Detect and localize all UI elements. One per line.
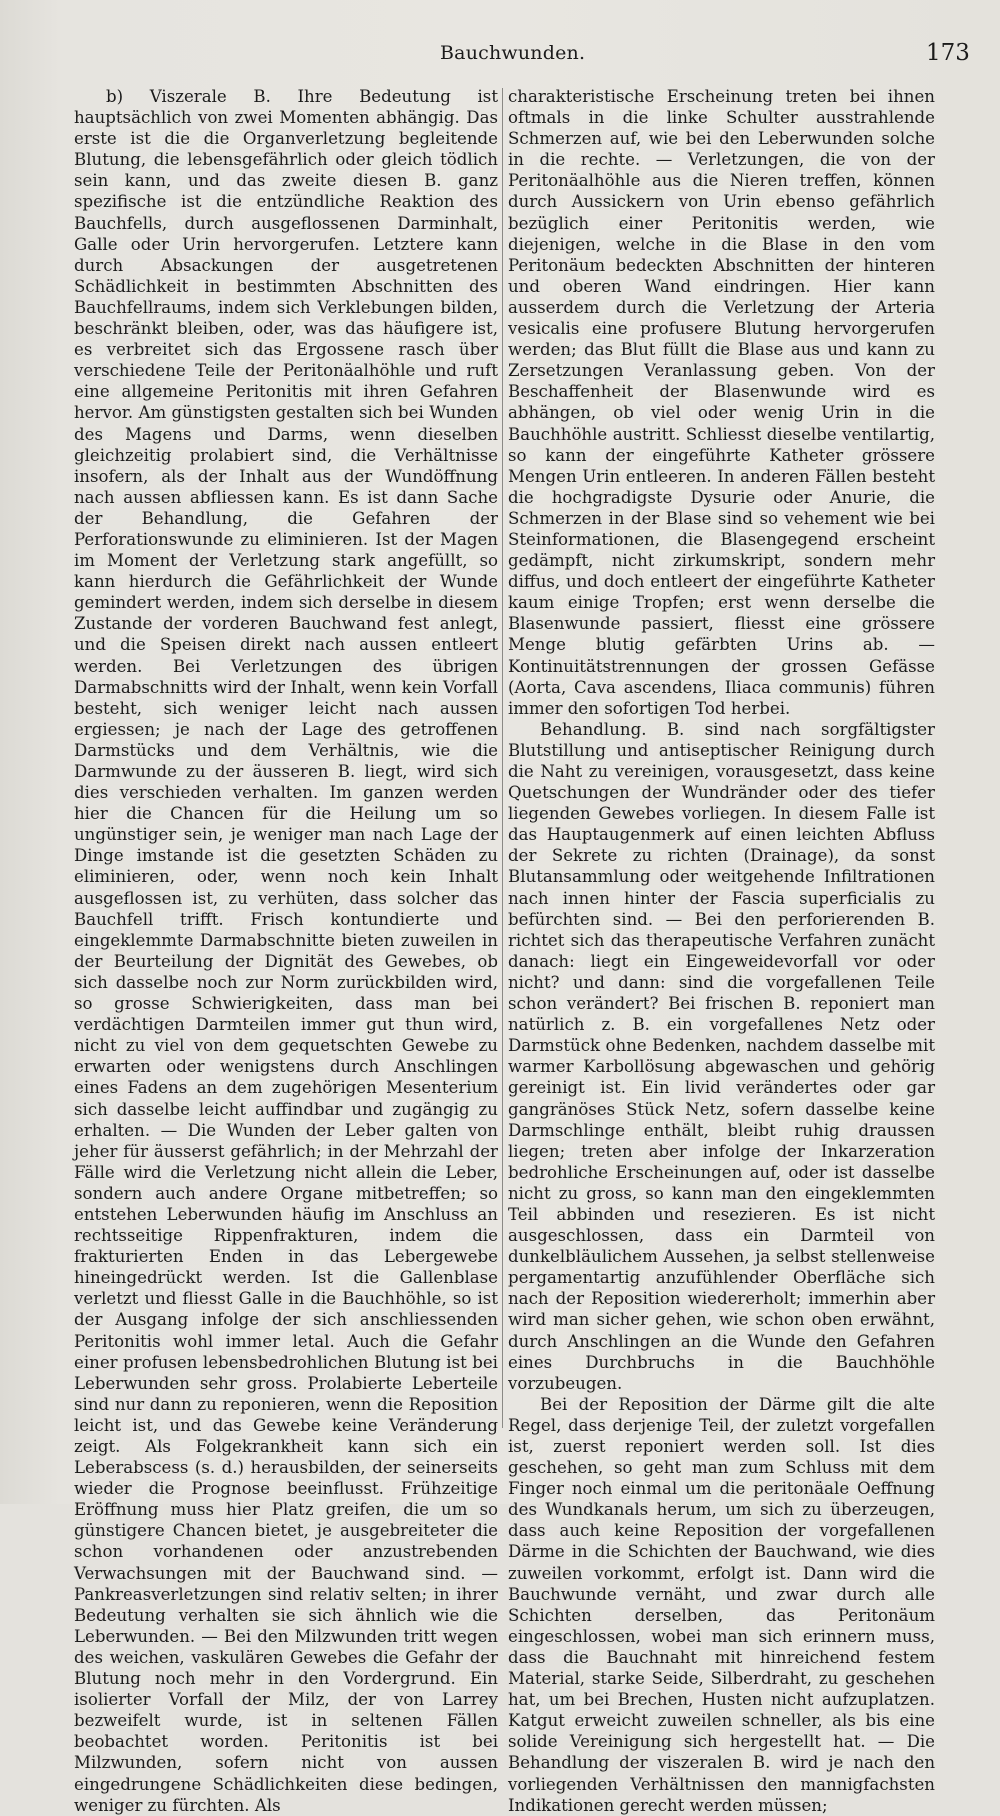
page-number: 173 [926, 40, 970, 66]
left-column-text: b) Viszerale B. Ihre Bedeutung ist hauptsächlich von zwei Momenten abhängig. Das erste ist die die Organverletzung begleitende Blutung, die lebensgefährlich oder gleich tödlich sein kann, und das zweite diesen B. ganz spezifische ist die entzündliche Reaktion des Bauchfells, durch ausgeflossenen Darminhalt, Galle oder Urin hervorgerufen. Letztere kann durch Absackungen der ausgetretenen Schädlichkeit in bestimmten Abschnitten des Bauchfellraums, indem sich Verklebungen bilden, beschränkt bleiben, oder, was das häufigere ist, es verbreitet sich das Ergossene rasch über verschiedene Teile der Peritonäalhöhle und ruft eine allgemeine Peritonitis mit ihren Gefahren hervor. Am günstigsten gestalten sich bei Wunden des Magens und Darms, wenn dieselben gleichzeitig prolabiert sind, die Verhältnisse insofern, als der Inhalt aus der Wundöffnung nach aussen abfliessen kann. Es ist dann Sache der Behandlung, die Gefahren der Perforationswunde zu eliminieren. Ist der Magen im Moment der Verletzung stark angefüllt, so kann hierdurch die Gefährlichkeit der Wunde gemindert werden, indem sich derselbe in diesem Zustande der vorderen Bauchwand fest anlegt, und die Speisen direkt nach aussen entleert werden. Bei Verletzungen des übrigen Darmabschnitts wird der Inhalt, wenn kein Vorfall besteht, sich weniger leicht nach aussen ergiessen; je nach der Lage des getroffenen Darmstücks und dem Verhältnis, wie die Darmwunde zu der äusseren B. liegt, wird sich dies verschieden verhalten. Im ganzen werden hier die Chancen für die Heilung um so ungünstiger sein, je weniger man nach Lage der Dinge imstande ist die gesetzten Schäden zu eliminieren, oder, wenn noch kein Inhalt ausgeflossen ist, zu verhüten, dass solcher das Bauchfell trifft. Frisch kontundierte und eingeklemmte Darmabschnitte bieten zuweilen in der Beurteilung der Dignität des Gewebes, ob sich dasselbe noch zur Norm zurückbilden wird, so grosse Schwierigkeiten, dass man bei verdächtigen Darmteilen immer gut thun wird, nicht zu viel von dem gequetschten Gewebe zu erwarten oder wenigstens durch Anschlingen eines Fadens an dem zugehörigen Mesenterium sich dasselbe leicht auffindbar und zugängig zu erhalten. — Die Wunden der Leber galten von jeher für äusserst gefährlich; in der Mehrzahl der Fälle wird die Verletzung nicht allein die Leber, sondern auch andere Organe mitbetreffen; so entstehen Leberwunden häufig im Anschluss an rechtsseitige Rippenfrakturen, indem die frakturierten Enden in das Lebergewebe hineingedrückt werden. Ist die Gallenblase verletzt und fliesst Galle in die Bauchhöhle, so ist der Ausgang infolge der sich anschliessenden Peritonitis wohl immer letal. Auch die Gefahr einer profusen lebensbedrohlichen Blutung ist bei Leberwunden sehr gross. Prolabierte Leberteile sind nur dann zu reponieren, wenn die Reposition leicht ist, und das Gewebe keine Veränderung zeigt. Als Folgekrankheit kann sich ein Leberabscess (s. d.) herausbilden, der seinerseits wieder die Prognose beeinflusst. Frühzeitige Eröffnung muss hier Platz greifen, die um so günstigere Chancen bietet, je ausgebreiteter die schon vorhandenen oder anzustrebenden Verwachsungen mit der Bauchwand sind. — Pankreasverletzungen sind relativ selten; in ihrer Bedeutung verhalten sie sich ähnlich wie die Leberwunden. — Bei den Milzwunden tritt wegen des weichen, vaskulären Gewebes die Gefahr der Blutung noch mehr in den Vordergrund. Ein isolierter Vorfall der Milz, der von Larrey bezweifelt wurde, ist in seltenen Fällen beobachtet worden. Peritonitis ist bei Milzwunden, sofern nicht von aussen eingedrungene Schädlichkeiten diese bedingen, weniger zu fürchten. Als [74, 87, 498, 1815]
right-paragraph-1: charakteristische Erscheinung treten bei ihnen oftmals in die linke Schulter ausstrahlende Schmerzen auf, wie bei den Leberwunden solche in die rechte. — Verletzungen, die von der Peritonäalhöhle aus die Nieren treffen, können durch Aussickern von Urin ebenso gefährlich bezüglich einer Peritonitis werden, wie diejenigen, welche in die Blase in den vom Peritonäum bedeckten Abschnitten der hinteren und oberen Wand eindringen. Hier kann ausserdem durch die Verletzung der Arteria vesicalis eine profusere Blutung hervorgerufen werden; das Blut füllt die Blase aus und kann zu Zersetzungen Veranlassung geben. Von der Beschaffenheit der Blasenwunde wird es abhängen, ob viel oder wenig Urin in die Bauchhöhle austritt. Schliesst dieselbe ventilartig, so kann der eingeführte Katheter grössere Mengen Urin entleeren. In anderen Fällen besteht die hochgradigste Dysurie oder Anurie, die Schmerzen in der Blase sind so vehement wie bei Steinformationen, die Blasengegend erscheint gedämpft, nicht zirkumskript, sondern mehr diffus, und doch entleert der eingeführte Katheter kaum einige Tropfen; erst wenn derselbe die Blasenwunde passiert, fliesst eine grössere Menge blutig gefärbten Urins ab. — Kontinuitätstrennungen der grossen Gefässe (Aorta, Cava ascendens, Iliaca communis) führen immer den sofortigen Tod herbei. [508, 87, 935, 718]
right-column [508, 86, 935, 1815]
left-column [74, 86, 498, 1815]
running-title: Bauchwunden. [440, 42, 586, 64]
right-paragraph-3: Bei der Reposition der Därme gilt die alte Regel, dass derjenige Teil, der zuletzt vorgefallen ist, zuerst reponiert werden soll. Ist dies geschehen, so geht man zum Schluss mit dem Finger noch einmal um die peritonäale Oeffnung des Wundkanals herum, um sich zu überzeugen, dass auch keine Reposition der vorgefallenen Därme in die Schichten der Bauchwand, wie dies zuweilen vorkommt, erfolgt ist. Dann wird die Bauchwunde vernäht, und zwar durch alle Schichten derselben, das Peritonäum eingeschlossen, wobei man sich erinnern muss, dass die Bauchnaht mit hinreichend festem Material, starke Seide, Silberdraht, zu geschehen hat, um bei Brechen, Husten nicht aufzuplatzen. Katgut erweicht zuweilen schneller, als bis eine solide Vereinigung sich hergestellt hat. — Die Behandlung der viszeralen B. wird je nach den vorliegenden Verhältnissen den mannigfachsten Indikationen gerecht werden müssen; [508, 1394, 935, 1815]
page-header [0, 40, 1000, 80]
column-divider [502, 88, 503, 1428]
right-paragraph-2: Behandlung. B. sind nach sorgfältigster Blutstillung und antiseptischer Reinigung durch die Naht zu vereinigen, vorausgesetzt, dass keine Quetschungen der Wundränder oder des tiefer liegenden Gewebes vorliegen. In diesem Falle ist das Hauptaugenmerk auf einen leichten Abfluss der Sekrete zu richten (Drainage), da sonst Blutansammlung oder weitgehende Infiltrationen nach innen hinter der Fascia superficialis zu befürchten sind. — Bei den perforierenden B. richtet sich das therapeutische Verfahren zunächt danach: liegt ein Eingeweidevorfall vor oder nicht? und dann: sind die vorgefallenen Teile schon verändert? Bei frischen B. reponiert man natürlich z. B. ein vorgefallenes Netz oder Darmstück ohne Bedenken, nachdem dasselbe mit warmer Karbollösung abgewaschen und gehörig gereinigt ist. Ein livid verändertes oder gar gangränöses Stück Netz, sofern dasselbe keine Darmschlinge enthält, bleibt ruhig draussen liegen; treten aber infolge der Inkarzeration bedrohliche Erscheinungen auf, oder ist dasselbe nicht zu gross, so kann man den eingeklemmten Teil abbinden und resezieren. Es ist nicht ausgeschlossen, dass ein Darmteil von dunkelbläulichem Aussehen, ja selbst stellenweise pergamentartig anzufühlender Oberfläche sich nach der Reposition wiedererholt; immerhin aber wird man sicher gehen, wie schon oben erwähnt, durch Anschlingen an die Wunde den Gefahren eines Durchbruchs in die Bauchhöhle vorzubeugen. [508, 719, 935, 1393]
